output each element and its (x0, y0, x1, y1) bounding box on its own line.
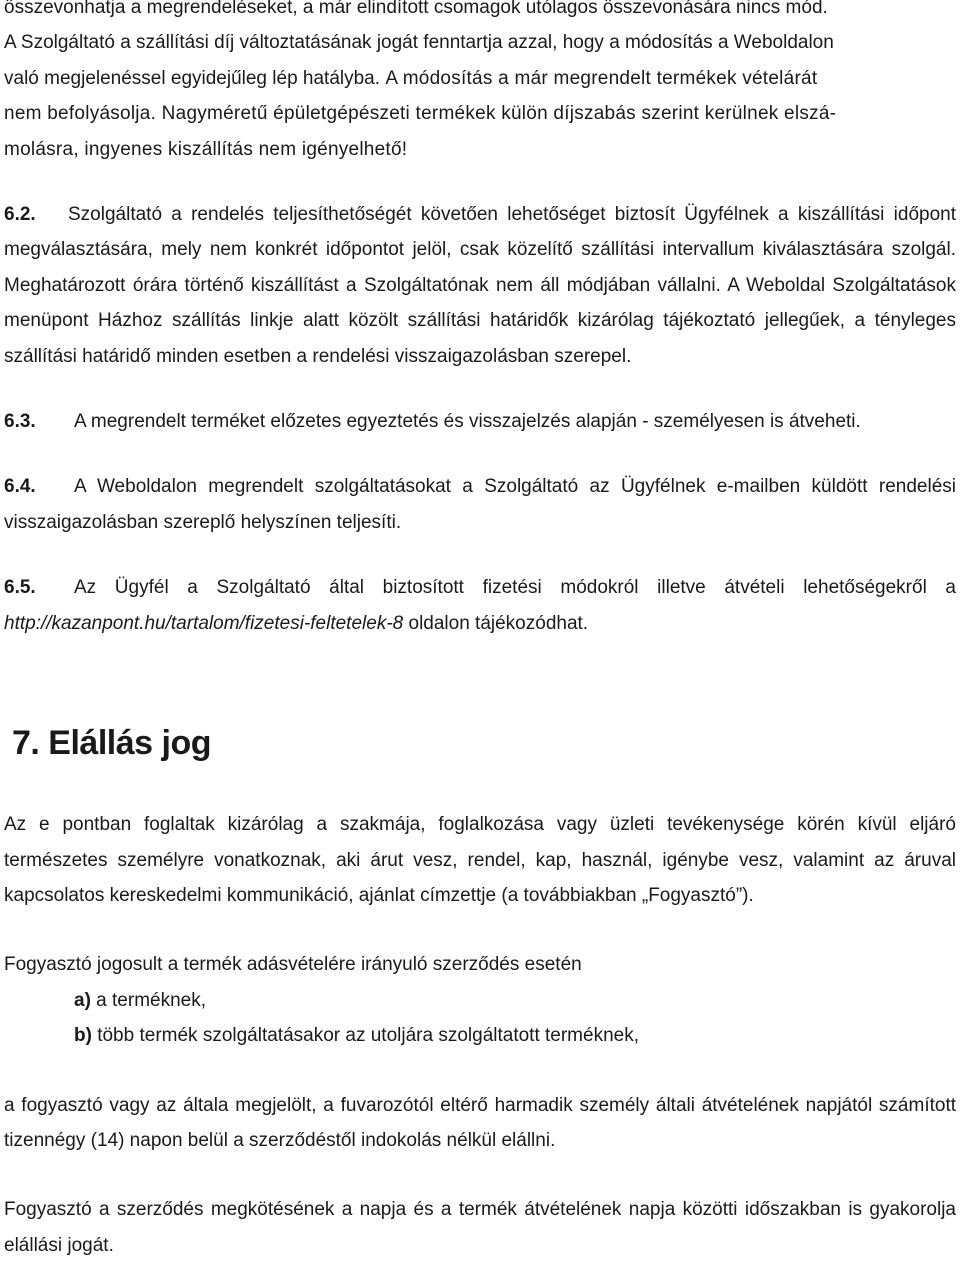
list-item-a (4, 983, 956, 1018)
section-number: 6.5. (4, 577, 36, 599)
section-number: 6.4. (4, 476, 36, 498)
intro-paragraph (4, 0, 956, 167)
list-item-b (4, 1018, 956, 1053)
section-6-5 (4, 570, 956, 641)
list-item-text: a terméknek, (90, 989, 207, 1011)
section-number: 6.2. (4, 204, 36, 226)
payment-terms-link[interactable]: http://kazanpont.hu/tartalom/fizetesi-feltetelek-8 (4, 612, 404, 634)
list-item-label: b) (74, 1025, 92, 1047)
list-item-label: a) (74, 989, 91, 1011)
section-6-4 (4, 469, 956, 540)
section-text: A Weboldalon megrendelt szolgáltatásokat a Szolgáltató az Ügyfélnek e-mailben küldött rendelési visszaigazolásban szereplő helyszínen teljesíti. (4, 476, 956, 533)
intro-line-1: összevonhatja a megrendeléseket, a már elindított csomagok utólagos összevonására nincs mód. (4, 0, 828, 18)
list-item-text: több termék szolgáltatásakor az utoljára szolgáltatott terméknek, (91, 1025, 639, 1047)
section-7-heading: 7. Elállás jog (12, 724, 211, 763)
document-page (4, 0, 956, 1263)
section-7-heading-wrap (4, 723, 956, 763)
section-7-paragraph-4: Fogyasztó a szerződés megkötésének a napja és a termék átvételének napja közötti időszakban is gyakorolja elállási jogát. (4, 1199, 956, 1256)
intro-line-4-start: nem befolyásolja. (4, 103, 162, 125)
section-7-paragraph-2: Fogyasztó jogosult a termék adásvételére irányuló szerződés esetén (4, 954, 582, 976)
intro-line-3 (4, 61, 956, 96)
intro-line-4 (4, 96, 956, 131)
section-6-2 (4, 197, 956, 374)
section-number: 6.3. (4, 411, 36, 433)
intro-line-3-end: A módosítás a már megrendelt termékek vételárát (385, 67, 818, 89)
section-text: Szolgáltató a rendelés teljesíthetőségét követően lehetőséget biztosít Ügyfélnek a kiszállítási időpont megválasztására, mely nem konkrét időpontot jelöl, csak közelítő szállítási intervallum kiválasztására szolgál. Meghatározott órára történő kiszállítást a Szolgáltatónak nem áll módjában vállalni. A Weboldal Szolgáltatások menüpont Házhoz szállítás linkje alatt közölt szállítási határidők kizárólag tájékoztató jellegűek, a tényleges szállítási határidő minden esetben a rendelési visszaigazolásban szerepel. (4, 204, 956, 367)
intro-line-4-end: Nagyméretű épületgépészeti termékek külön díjszabás szerint kerülnek elszá- (161, 103, 837, 125)
section-text: A megrendelt terméket előzetes egyeztetés és visszajelzés alapján - személyesen is átveheti. (74, 411, 861, 433)
intro-line-3-start: való megjelenéssel egyidejűleg lép hatályba. (4, 67, 386, 89)
section-text: Az Ügyfél a Szolgáltató által biztosított fizetési módokról illetve átvételi lehetőségekről a (74, 577, 956, 599)
section-text-tail: oldalon tájékozódhat. (403, 612, 589, 634)
intro-line-2: A Szolgáltató a szállítási díj változtatásának jogát fenntartja azzal, hogy a módosítás a Weboldalon (4, 32, 834, 54)
section-7-paragraph-1: Az e pontban foglaltak kizárólag a szakmája, foglalkozása vagy üzleti tevékenysége körén kívül eljáró természetes személyre vonatkoznak, aki árut vesz, rendel, kap, használ, igénybe vesz, valamint az áruval kapcsolatos kereskedelmi kommunikáció, ajánlat címzettje (a továbbiakban „Fogyasztó”). (4, 814, 956, 906)
intro-line-5: molásra, ingyenes kiszállítás nem igényelhető! (4, 138, 408, 160)
section-7-paragraph-3: a fogyasztó vagy az általa megjelölt, a fuvarozótól eltérő harmadik személy általi átvételének napjától számított tizennégy (14) napon belül a szerződéstől indokolás nélkül elállni. (4, 1094, 956, 1151)
section-6-3 (4, 404, 956, 439)
